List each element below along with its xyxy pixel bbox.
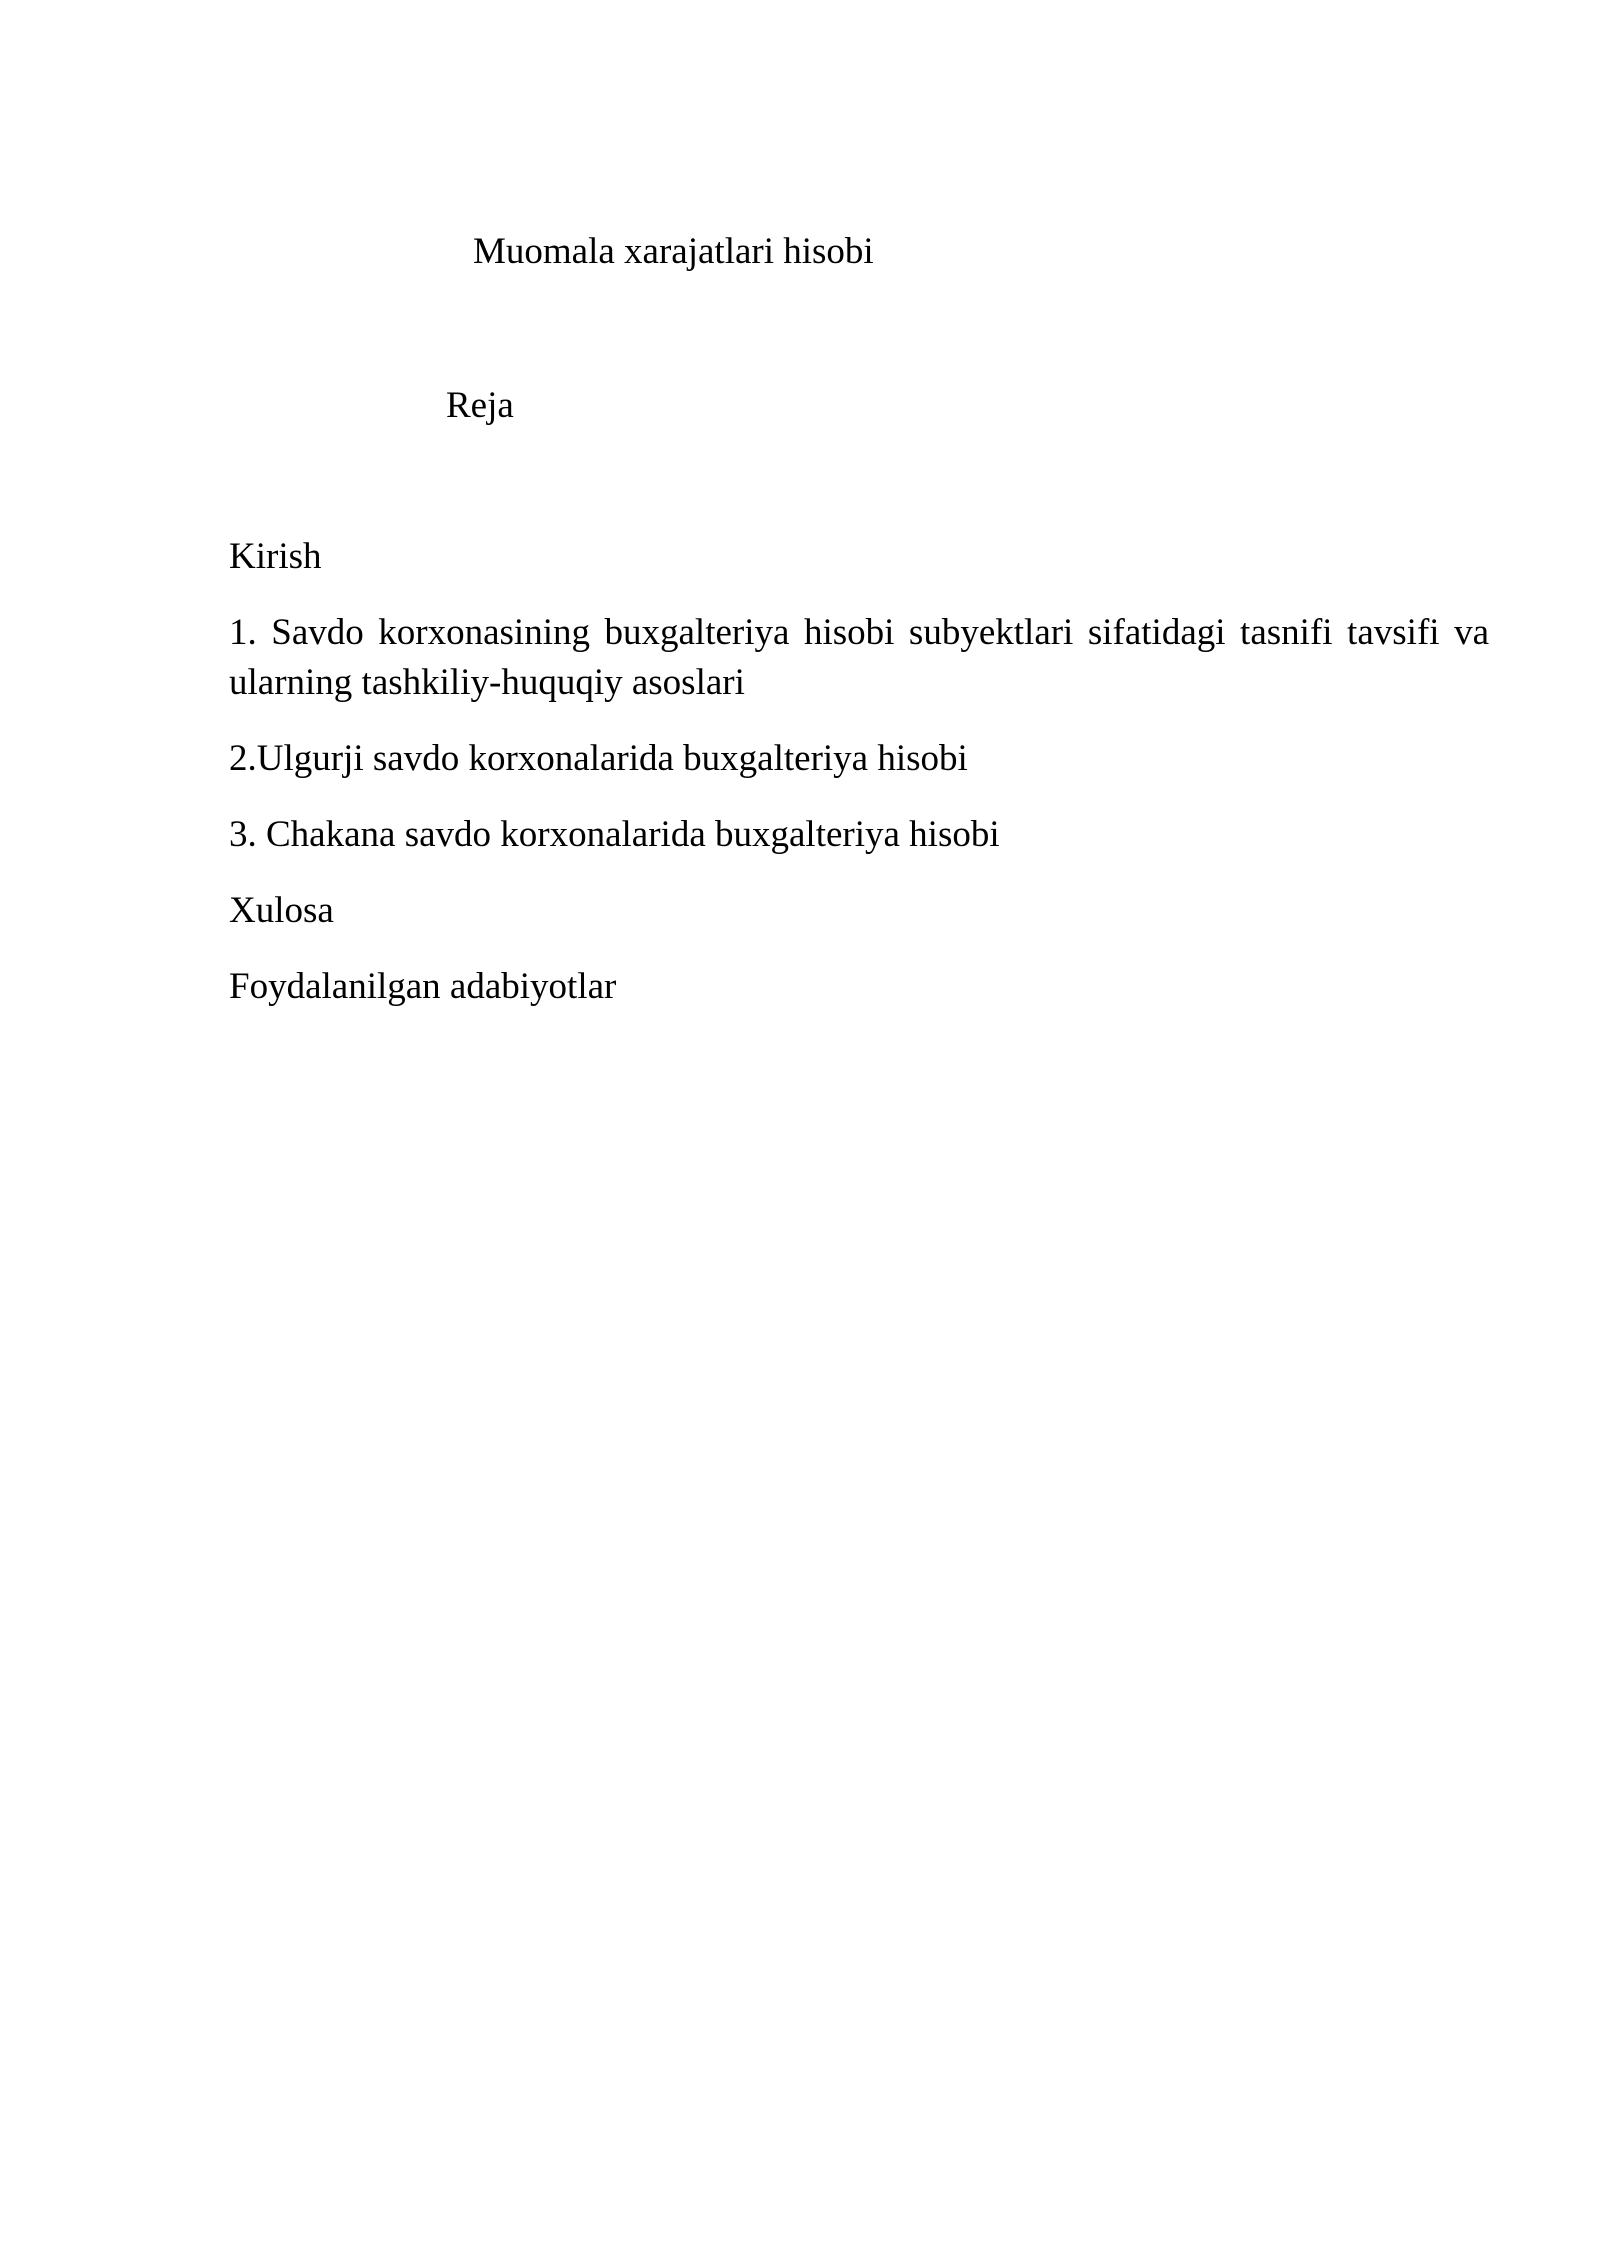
plan-item-1: 1. Savdo korxonasining buxgalteriya hisobi subyektlari sifatidagi tasnifi tavsifi va ularning tashkiliy-huquqiy asoslari: [229, 612, 1489, 703]
plan-item-conclusion: Xulosa: [229, 890, 334, 931]
plan-heading: Reja: [446, 385, 514, 426]
plan-list: [229, 532, 1489, 1038]
plan-item-2: 2.Ulgurji savdo korxonalarida buxgalteriya hisobi: [229, 738, 968, 779]
plan-item-references: Foydalanilgan adabiyotlar: [229, 966, 617, 1007]
plan-item-3: 3. Chakana savdo korxonalarida buxgalteriya hisobi: [229, 814, 1000, 855]
plan-item-introduction: Kirish: [229, 536, 322, 577]
document-title: Muomala xarajatlari hisobi: [473, 231, 874, 272]
